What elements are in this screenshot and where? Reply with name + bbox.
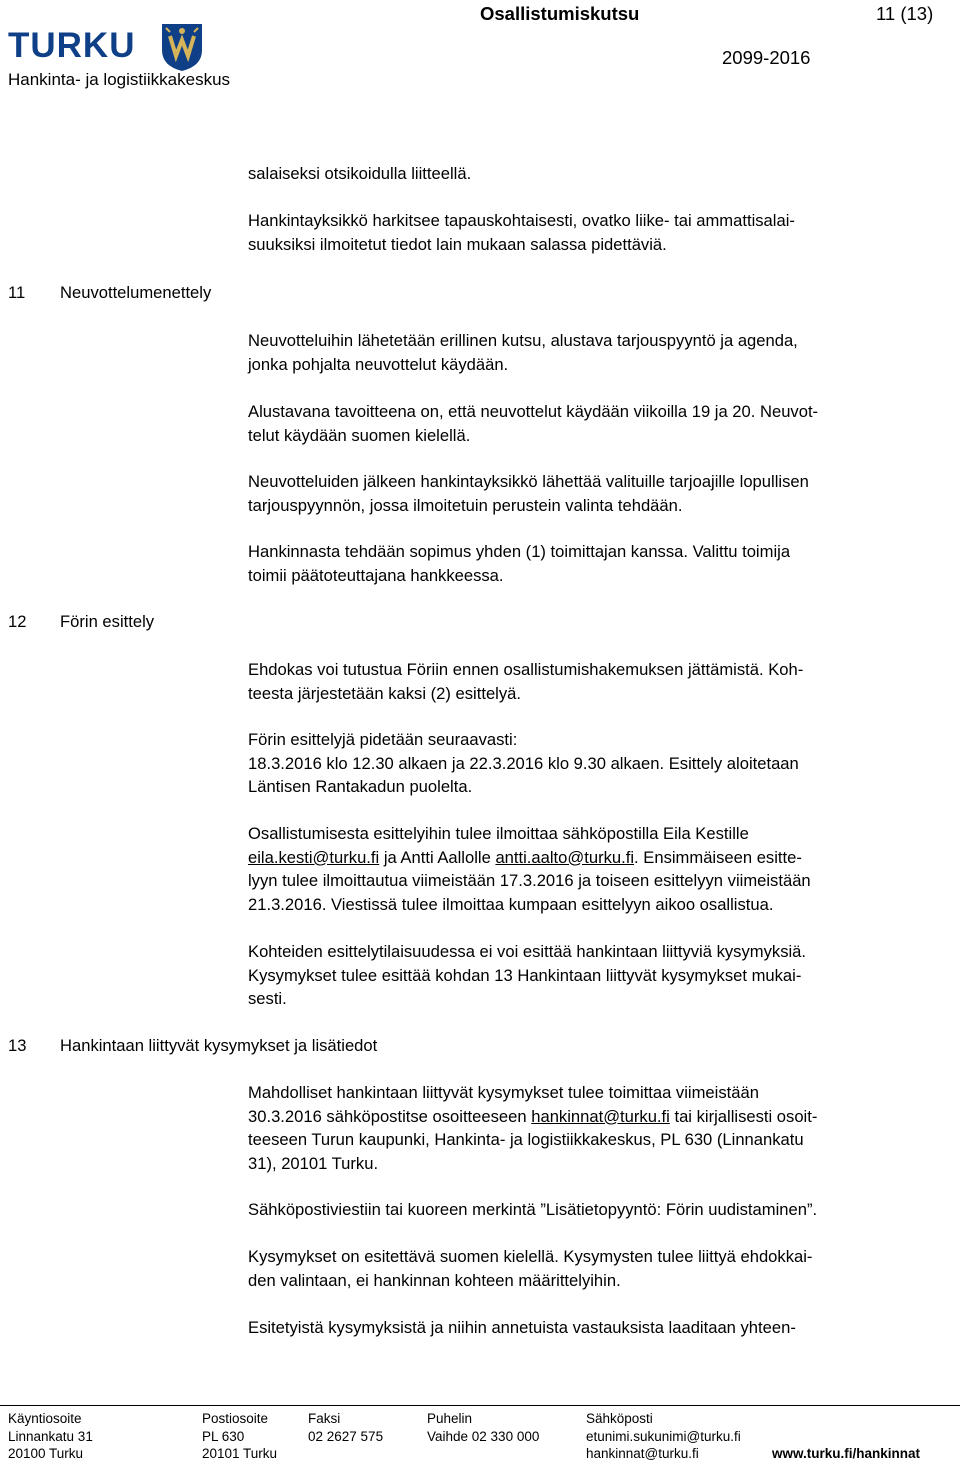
page-number: 11 (13) [876,3,934,24]
section-heading-13: 13 Hankintaan liittyvät kysymykset ja lisätiedot [8,1036,378,1055]
paragraph: Hankinnasta tehdään sopimus yhden (1) toimittajan kanssa. Valittu toimija toimii päätoteuttajana hankkeessa. [248,542,791,585]
paragraph: Esitetyistä kysymyksistä ja niihin annetuista vastauksista laaditaan yhteen- [248,1318,796,1337]
section-heading-12: 12 Förin esittely [8,612,155,631]
paragraph: Mahdolliset hankintaan liittyvät kysymykset tulee toimittaa viimeistään 30.3.2016 sähköpostitse osoitteeseen hankinnat@turku.fi tai kirjallisesti osoit- teeseen Turun kaupunki, Hankinta- ja logistiikkakeskus, PL 630 (Linnankatu 31), 20101 Turku. [248,1083,818,1173]
footer-website-link[interactable]: www.turku.fi/hankinnat [772,1446,921,1461]
email-link-antti-aalto[interactable]: antti.aalto@turku.fi [495,847,635,867]
brand-logo-text: TURKU [8,26,136,65]
paragraph: Hankintayksikkö harkitsee tapauskohtaisesti, ovatko liike- tai ammattisalai- suuksiksi ilmoitetut tiedot lain mukaan salassa pidettäviä. [248,211,795,254]
paragraph: Neuvotteluiden jälkeen hankintayksikkö lähettää valituille tarjoajille lopullisen tarjouspyynnön, jossa ilmoitetuin perustein valinta tehdään. [248,472,809,515]
section-heading-11: 11 Neuvottelumenettely [8,283,212,302]
paragraph: Förin esittelyjä pidetään seuraavasti: 18.3.2016 klo 12.30 alkaen ja 22.3.2016 klo 9.30 alkaen. Esittely aloitetaan Läntisen Rantakadun puolelta. [248,730,799,796]
document-reference: 2099-2016 [722,47,811,68]
paragraph: Sähköpostiviestiin tai kuoreen merkintä ”Lisätietopyyntö: Förin uudistaminen”. [248,1200,818,1219]
footer-divider [0,1405,960,1406]
paragraph: Alustavana tavoitteena on, että neuvottelut käydään viikoilla 19 ja 20. Neuvot- telut käydään suomen kielellä. [248,402,819,445]
paragraph: Kohteiden esittelytilaisuudessa ei voi esittää hankintaan liittyviä kysymyksiä. Kysymykset tulee esittää kohdan 13 Hankintaan liittyvät kysymykset mukai- sesti. [248,942,807,1008]
email-link-eila-kesti[interactable]: eila.kesti@turku.fi [248,847,380,867]
turku-crest-icon [160,22,204,72]
footer-visiting-address: Käyntiosoite Linnankatu 31 20100 Turku [8,1411,93,1461]
footer-phone: Puhelin Vaihde 02 330 000 [427,1411,540,1444]
paragraph: Neuvotteluihin lähetetään erillinen kutsu, alustava tarjouspyyntö ja agenda, jonka pohjalta neuvottelut käydään. [248,331,798,374]
footer-postal-address: Postiosoite PL 630 20101 Turku [202,1411,278,1461]
department-name: Hankinta- ja logistiikkakeskus [8,70,231,89]
document-type: Osallistumiskutsu [480,3,640,24]
paragraph: Ehdokas voi tutustua Föriin ennen osallistumishakemuksen jättämistä. Koh- teesta järjestetään kaksi (2) esittelyä. [248,660,804,703]
footer-email: Sähköposti etunimi.sukunimi@turku.fi hankinnat@turku.fi [586,1411,741,1461]
paragraph: salaiseksi otsikoidulla liitteellä. [248,164,472,183]
paragraph: Osallistumisesta esittelyihin tulee ilmoittaa sähköpostilla Eila Kestille eila.kesti@turku.fi ja Antti Aallolle antti.aalto@turku.fi. Ensimmäiseen esitte- lyyn tulee ilmoittautua viimeistään 17.3.2016 ja toiseen esittelyyn viimeistään 21.3.2016. Viestissä tulee ilmoittaa kumpaan esittelyyn aikoo osallistua. [248,824,811,914]
email-link-hankinnat[interactable]: hankinnat@turku.fi [531,1106,670,1126]
footer-fax: Faksi 02 2627 575 [308,1411,384,1444]
paragraph: Kysymykset on esitettävä suomen kielellä. Kysymysten tulee liittyä ehdokkai- den valintaan, ei hankinnan kohteen määrittelyihin. [248,1247,813,1290]
